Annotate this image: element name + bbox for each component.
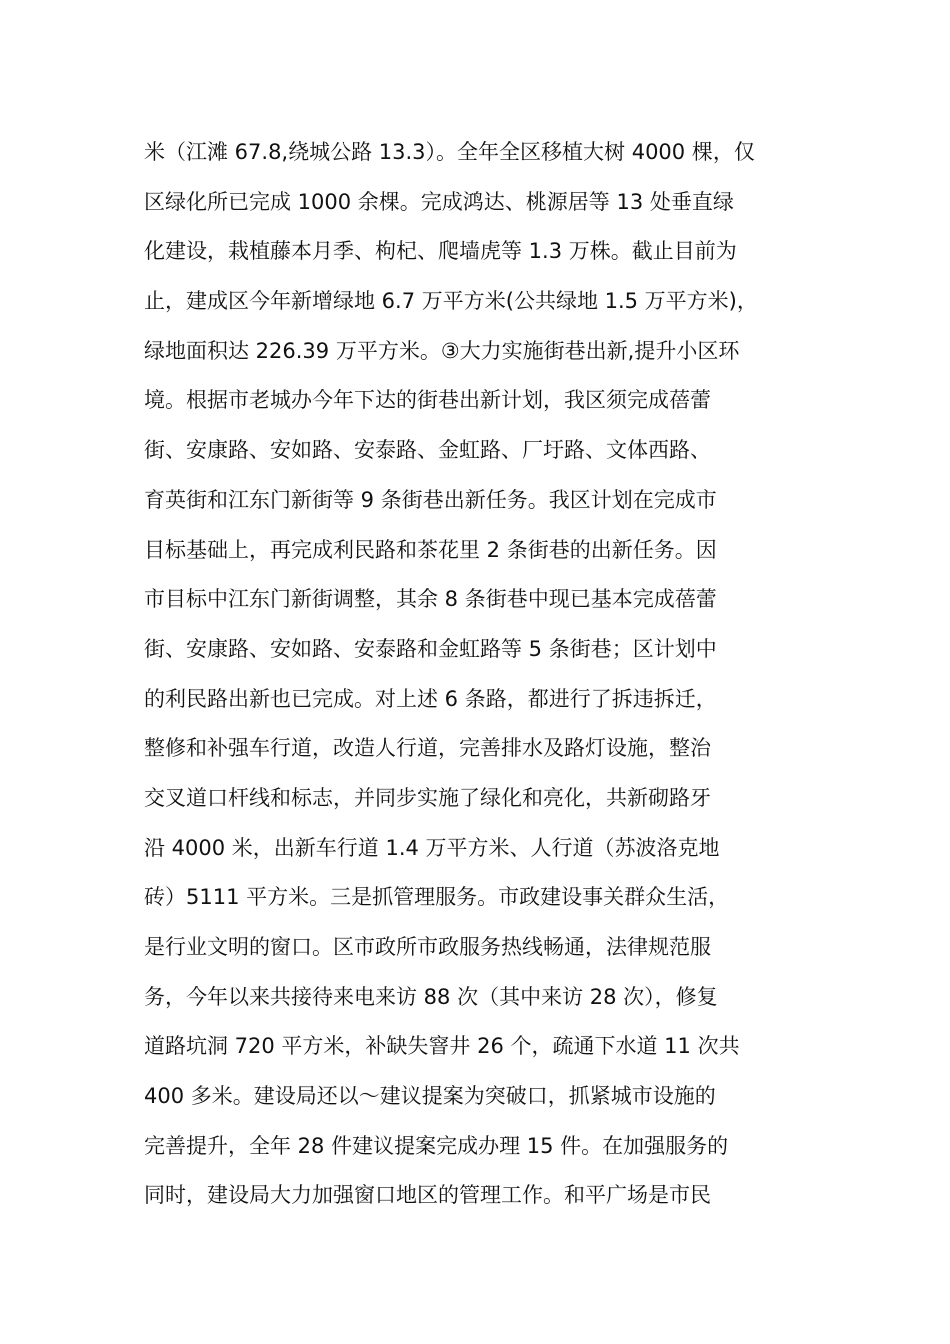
text-line: 止，建成区今年新增绿地 6.7 万平方米(公共绿地 1.5 万平方米)， [144,289,758,314]
body-text [144,128,816,1221]
text-line: 务，今年以来共接待来电来访 88 次（其中来访 28 次），修复 [144,984,718,1009]
text-line: 交叉道口杆线和标志，并同步实施了绿化和亮化，共新砌路牙 [144,785,711,810]
text-line: 境。根据市老城办今年下达的街巷出新计划，我区须完成蓓蕾 [144,388,711,413]
text-line: 米（江滩 67.8,绕城公路 13.3）。全年全区移植大树 4000 棵，仅 [144,140,755,164]
text-line: 砖）5111 平方米。三是抓管理服务。市政建设事关群众生活， [144,885,730,910]
text-line: 的利民路出新也已完成。对上述 6 条路，都进行了拆违拆迁， [144,686,717,711]
text-line: 市目标中江东门新街调整，其余 8 条街巷中现已基本完成蓓蕾 [144,587,717,612]
text-line: 街、安康路、安如路、安泰路、金虹路、厂圩路、文体西路、 [144,438,711,463]
text-line: 区绿化所已完成 1000 余棵。完成鸿达、桃源居等 13 处垂直绿 [144,189,734,214]
text-line: 同时，建设局大力加强窗口地区的管理工作。和平广场是市民 [144,1183,711,1208]
text-line: 整修和补强车行道，改造人行道，完善排水及路灯设施，整治 [144,736,711,761]
text-line: 化建设，栽植藤本月季、枸杞、爬墙虎等 1.3 万株。截止目前为 [144,239,737,264]
text-line: 街、安康路、安如路、安泰路和金虹路等 5 条街巷；区计划中 [144,636,717,661]
text-line: 道路坑洞 720 平方米，补缺失窨井 26 个，疏通下水道 11 次共 [144,1034,740,1059]
text-line: 目标基础上，再完成利民路和茶花里 2 条街巷的出新任务。因 [144,537,717,562]
text-line: 完善提升，全年 28 件建议提案完成办理 15 件。在加强服务的 [144,1133,729,1158]
text-line: 绿地面积达 226.39 万平方米。③大力实施街巷出新,提升小区环 [144,338,740,363]
text-line: 是行业文明的窗口。区市政所市政服务热线畅通，法律规范服 [144,935,711,959]
text-line: 沿 4000 米，出新车行道 1.4 万平方米、人行道（苏波洛克地 [144,835,720,860]
text-line: 育英街和江东门新街等 9 条街巷出新任务。我区计划在完成市 [144,487,717,512]
text-line: 400 多米。建设局还以～建议提案为突破口，抓紧城市设施的 [144,1084,716,1109]
